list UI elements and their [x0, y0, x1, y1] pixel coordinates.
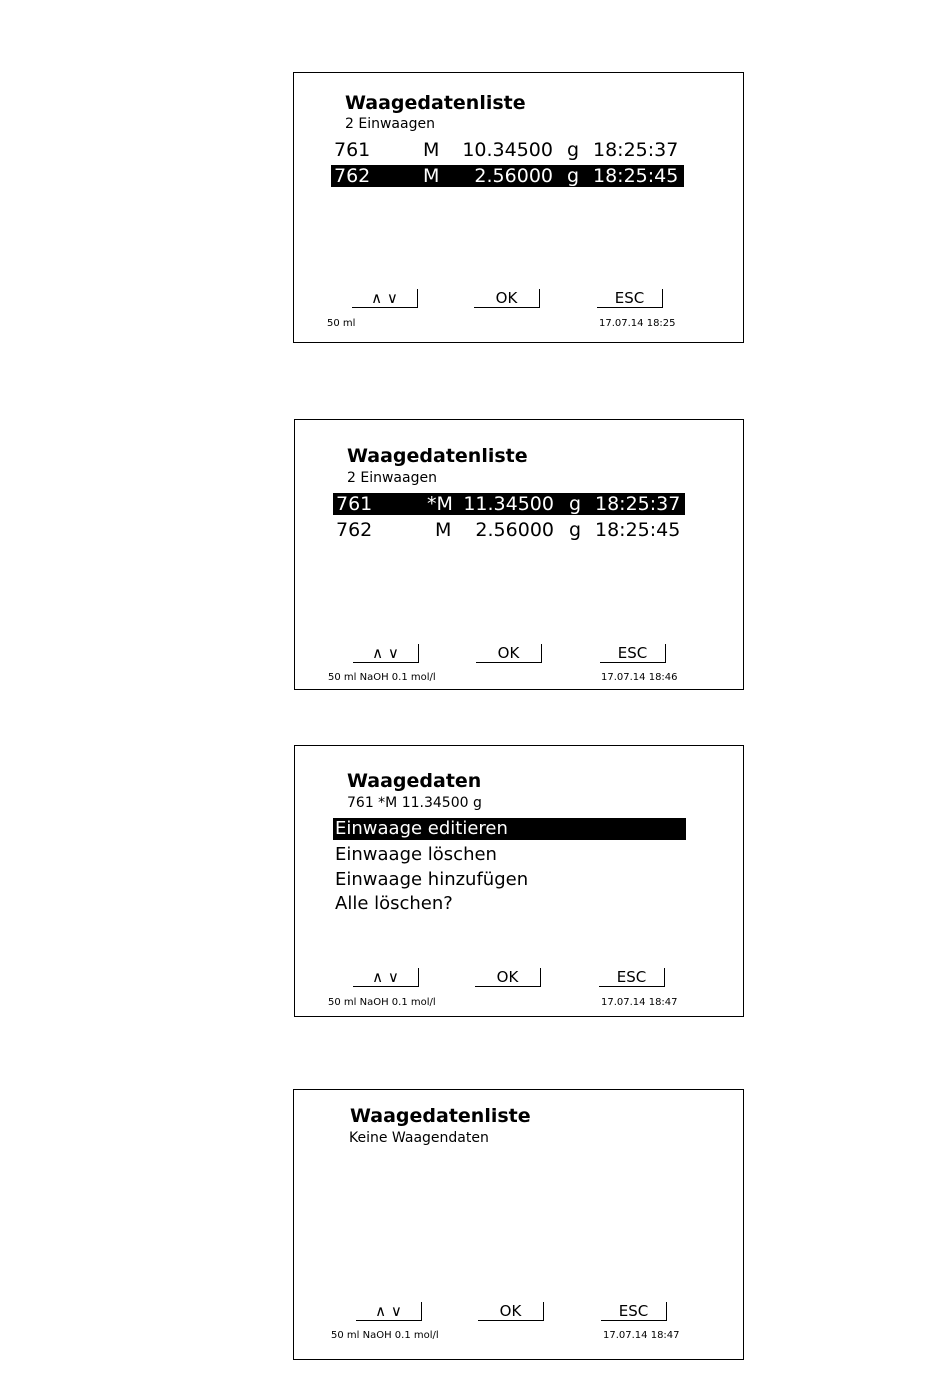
esc-button[interactable]: ESC	[601, 1302, 667, 1321]
sample-unit: g	[567, 165, 580, 187]
sample-time: 18:25:45	[595, 519, 681, 541]
screen-subtitle: 2 Einwaagen	[347, 470, 437, 486]
ok-button[interactable]: OK	[475, 968, 541, 987]
esc-button[interactable]: ESC	[600, 644, 666, 663]
sample-weight: 10.34500	[462, 139, 553, 161]
ok-button[interactable]: OK	[476, 644, 542, 663]
status-left: 50 ml	[327, 318, 356, 329]
sample-unit: g	[569, 519, 582, 541]
menu-item-delete-weighing[interactable]: Einwaage löschen	[335, 844, 497, 865]
status-datetime: 17.07.14 18:47	[603, 1330, 680, 1341]
sample-mark: *M	[427, 493, 453, 515]
screen-weighing-list-empty	[293, 1089, 744, 1360]
screen-subtitle: 2 Einwaagen	[345, 116, 435, 132]
screen-title: Waagedatenliste	[347, 445, 528, 467]
ok-button[interactable]: OK	[478, 1302, 544, 1321]
nav-updown-button[interactable]: ∧ ∨	[352, 289, 418, 308]
nav-updown-button[interactable]: ∧ ∨	[356, 1302, 422, 1321]
sample-id: 761	[336, 493, 373, 515]
list-item-selected[interactable]	[333, 493, 685, 515]
sample-id: 762	[336, 519, 373, 541]
screen-weighing-data	[294, 745, 744, 1017]
status-left: 50 ml NaOH 0.1 mol/l	[331, 1330, 439, 1341]
esc-button[interactable]: ESC	[599, 968, 665, 987]
status-datetime: 17.07.14 18:47	[601, 997, 678, 1008]
sample-time: 18:25:45	[593, 165, 679, 187]
sample-weight: 2.56000	[475, 519, 554, 541]
sample-time: 18:25:37	[595, 493, 681, 515]
sample-unit: g	[567, 139, 580, 161]
sample-time: 18:25:37	[593, 139, 679, 161]
list-item-selected[interactable]	[331, 165, 684, 187]
status-datetime: 17.07.14 18:25	[599, 318, 676, 329]
ok-button[interactable]: OK	[474, 289, 540, 308]
status-left: 50 ml NaOH 0.1 mol/l	[328, 997, 436, 1008]
sample-weight: 2.56000	[474, 165, 553, 187]
sample-id: 762	[334, 165, 371, 187]
screen-weighing-list-2	[294, 419, 744, 690]
sample-mark: M	[423, 165, 440, 187]
menu-item-edit-weighing[interactable]: Einwaage editieren	[333, 818, 686, 840]
nav-updown-button[interactable]: ∧ ∨	[353, 644, 419, 663]
list-item[interactable]	[331, 139, 684, 161]
sample-unit: g	[569, 493, 582, 515]
screen-subtitle: Keine Waagendaten	[349, 1130, 489, 1146]
screen-title: Waagedaten	[347, 770, 482, 792]
sample-mark: M	[435, 519, 452, 541]
nav-updown-button[interactable]: ∧ ∨	[353, 968, 419, 987]
screen-title: Waagedatenliste	[345, 92, 526, 114]
list-item[interactable]	[333, 519, 685, 541]
esc-button[interactable]: ESC	[597, 289, 663, 308]
screen-subtitle: 761 *M 11.34500 g	[347, 795, 482, 811]
status-left: 50 ml NaOH 0.1 mol/l	[328, 672, 436, 683]
menu-item-delete-all[interactable]: Alle löschen?	[335, 893, 453, 914]
screen-title: Waagedatenliste	[350, 1105, 531, 1127]
sample-weight: 11.34500	[463, 493, 554, 515]
sample-mark: M	[423, 139, 440, 161]
screen-weighing-list-1	[293, 72, 744, 343]
status-datetime: 17.07.14 18:46	[601, 672, 678, 683]
sample-id: 761	[334, 139, 371, 161]
menu-item-add-weighing[interactable]: Einwaage hinzufügen	[335, 869, 529, 890]
